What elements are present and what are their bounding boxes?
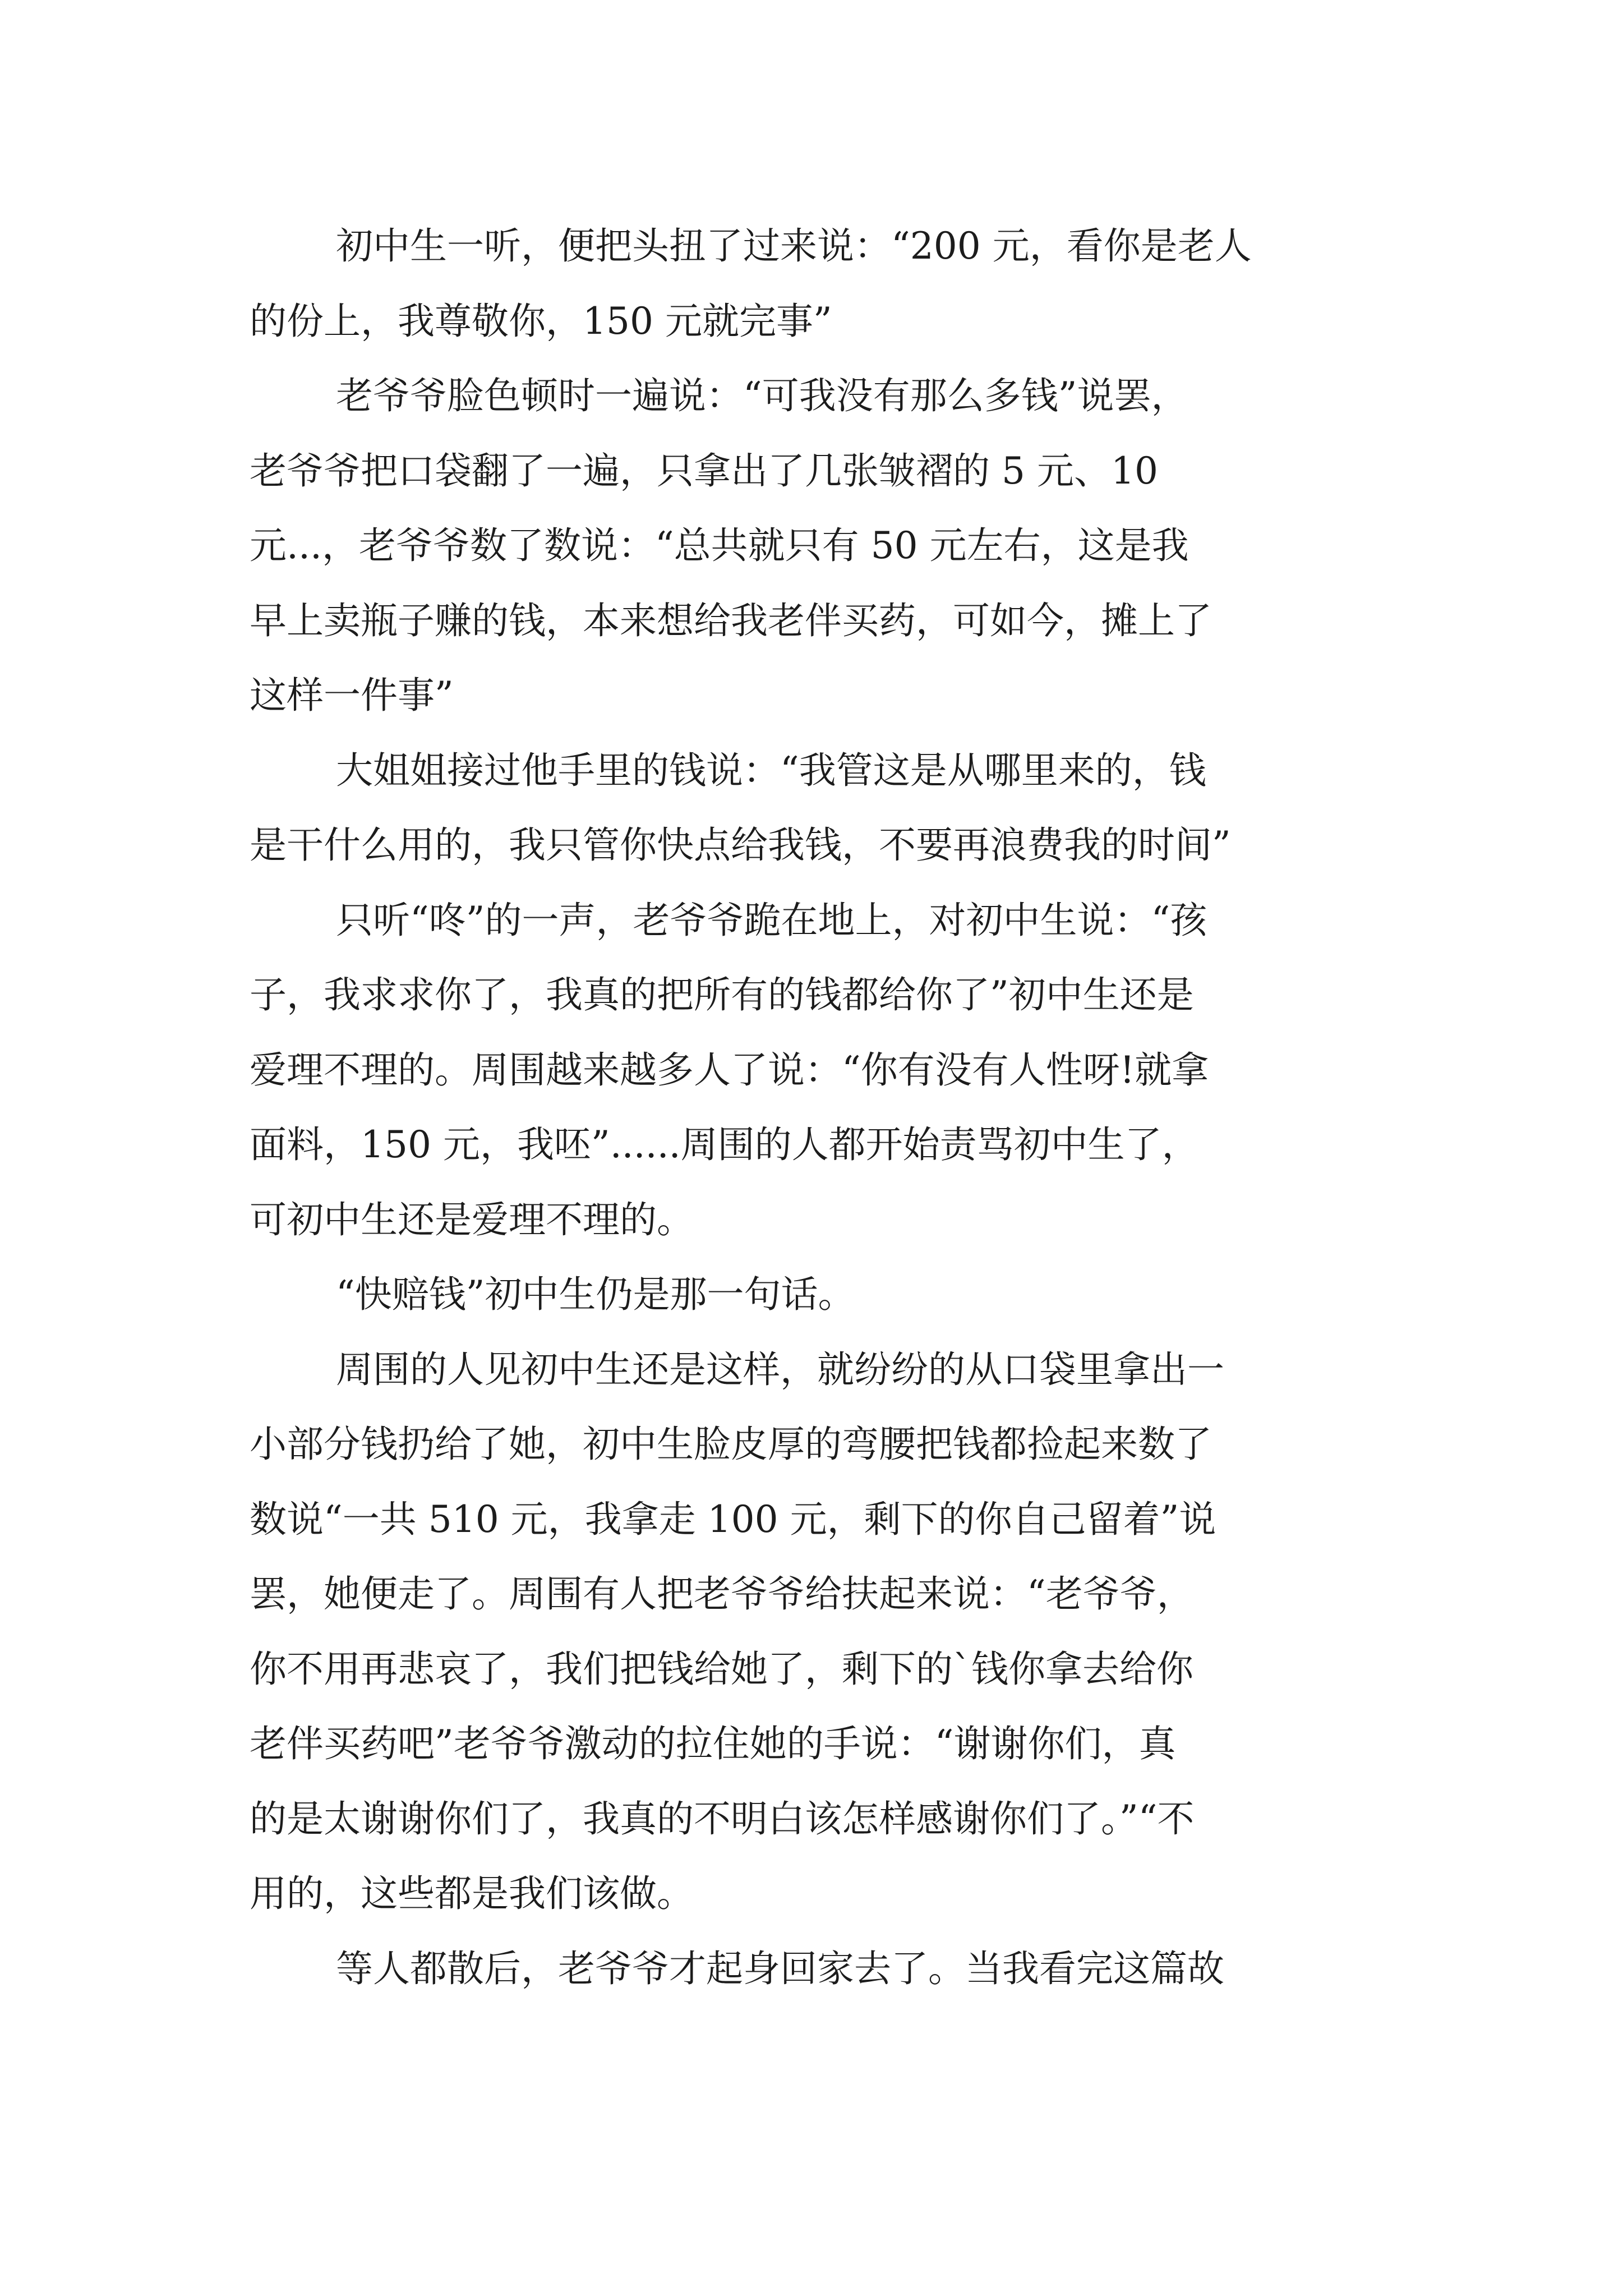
paragraph-5 bbox=[250, 1257, 1382, 1332]
paragraph-3 bbox=[250, 733, 1382, 883]
text-line: 等人都散后，老爷爷才起身回家去了。当我看完这篇故 bbox=[336, 1947, 1224, 1990]
text-line: 数说“一共 510 元，我拿走 100 元，剩下的你自己留着”说 bbox=[250, 1497, 1216, 1541]
text-line: “快赔钱”初中生仍是那一句话。 bbox=[336, 1273, 855, 1316]
text-line: 初中生一听，便把头扭了过来说：“200 元，看你是老人 bbox=[336, 224, 1252, 268]
text-line: 的是太谢谢你们了，我真的不明白该怎样感谢你们了。”“不 bbox=[250, 1797, 1195, 1841]
paragraph-7 bbox=[250, 1931, 1382, 2007]
text-line: 周围的人见初中生还是这样，就纷纷的从口袋里拿出一 bbox=[336, 1347, 1224, 1391]
text-line: 可初中生还是爱理不理的。 bbox=[250, 1198, 694, 1241]
text-line: 爱理不理的。周围越来越多人了说：“你有没有人性呀!就拿 bbox=[250, 1048, 1209, 1092]
paragraph-2 bbox=[250, 358, 1382, 733]
text-line: 小部分钱扔给了她，初中生脸皮厚的弯腰把钱都捡起来数了 bbox=[250, 1423, 1212, 1466]
text-line: 面料，150 元，我呸”......周围的人都开始责骂初中生了， bbox=[250, 1123, 1199, 1166]
text-line: 这样一件事” bbox=[250, 674, 454, 717]
text-line: 早上卖瓶子赚的钱，本来想给我老伴买药，可如今，摊上了 bbox=[250, 599, 1212, 642]
text-line: 你不用再悲哀了，我们把钱给她了，剩下的`钱你拿去给你 bbox=[250, 1647, 1193, 1691]
text-line: 大姐姐接过他手里的钱说：“我管这是从哪里来的，钱 bbox=[336, 748, 1206, 792]
text-line: 是干什么用的，我只管你快点给我钱，不要再浪费我的时间” bbox=[250, 823, 1231, 867]
text-line: 老伴买药吧”老爷爷激动的拉住她的手说：“谢谢你们，真 bbox=[250, 1722, 1176, 1765]
paragraph-1 bbox=[250, 209, 1382, 358]
text-line: 子，我求求你了，我真的把所有的钱都给你了”初中生还是 bbox=[250, 973, 1194, 1016]
paragraph-4 bbox=[250, 883, 1382, 1258]
text-line: 罢，她便走了。周围有人把老爷爷给扶起来说：“老爷爷， bbox=[250, 1572, 1194, 1616]
text-line: 老爷爷把口袋翻了一遍，只拿出了几张皱褶的 5 元、10 bbox=[250, 449, 1158, 493]
text-line: 只听“咚”的一声，老爷爷跪在地上，对初中生说：“孩 bbox=[336, 898, 1207, 942]
text-line: 老爷爷脸色顿时一遍说：“可我没有那么多钱”说罢， bbox=[336, 374, 1188, 417]
document-body bbox=[250, 209, 1382, 2006]
text-line: 用的，这些都是我们该做。 bbox=[250, 1872, 694, 1915]
text-line: 元...，老爷爷数了数说：“总共就只有 50 元左右，这是我 bbox=[250, 524, 1189, 567]
text-line: 的份上，我尊敬你，150 元就完事” bbox=[250, 299, 832, 343]
paragraph-6 bbox=[250, 1332, 1382, 1931]
